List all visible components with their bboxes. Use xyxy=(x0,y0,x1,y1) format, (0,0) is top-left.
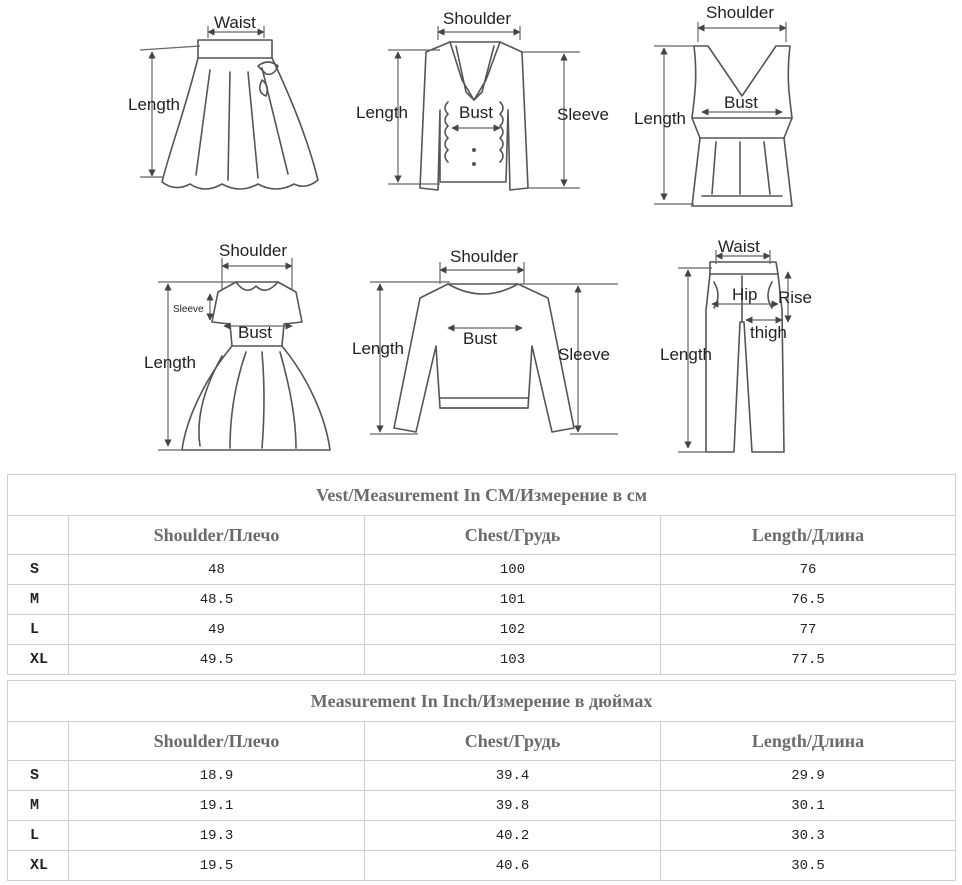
skirt-figure xyxy=(128,13,318,189)
dress-sleeve-label: Sleeve xyxy=(173,304,204,315)
shoulder-cell: 18.9 xyxy=(69,761,365,791)
size-cell: L xyxy=(8,615,69,645)
vest-length-label: Length xyxy=(634,109,686,128)
inch-table-title: Measurement In Inch/Измерение в дюймах xyxy=(8,681,956,722)
vest-bust-label: Bust xyxy=(724,93,759,112)
size-cell: M xyxy=(8,791,69,821)
chest-cell: 103 xyxy=(365,645,661,675)
inch-header-size xyxy=(8,722,69,761)
dress-figure xyxy=(144,241,330,450)
chest-cell: 39.8 xyxy=(365,791,661,821)
cm-header-shoulder: Shoulder/Плечо xyxy=(69,516,365,555)
sweater-shoulder-label: Shoulder xyxy=(450,247,519,266)
skirt-waist-label: Waist xyxy=(214,13,256,32)
size-cell: XL xyxy=(8,645,69,675)
chest-cell: 102 xyxy=(365,615,661,645)
length-cell: 77 xyxy=(661,615,956,645)
jacket-shoulder-label: Shoulder xyxy=(443,9,512,28)
length-cell: 30.5 xyxy=(661,851,956,881)
cm-table-title: Vest/Measurement In CM/Измерение в см xyxy=(8,475,956,516)
length-cell: 76.5 xyxy=(661,585,956,615)
size-cell: XL xyxy=(8,851,69,881)
shoulder-cell: 19.3 xyxy=(69,821,365,851)
length-cell: 30.3 xyxy=(661,821,956,851)
chest-cell: 100 xyxy=(365,555,661,585)
cm-header-chest: Chest/Грудь xyxy=(365,516,661,555)
sweater-sleeve-label: Sleeve xyxy=(558,345,610,364)
chest-cell: 40.6 xyxy=(365,851,661,881)
size-cell: L xyxy=(8,821,69,851)
inch-header-shoulder: Shoulder/Плечо xyxy=(69,722,365,761)
sweater-bust-label: Bust xyxy=(463,329,498,348)
pants-length-label: Length xyxy=(660,345,712,364)
pants-figure xyxy=(660,237,812,452)
chest-cell: 101 xyxy=(365,585,661,615)
vest-figure xyxy=(634,3,792,206)
pants-thigh-label: thigh xyxy=(750,323,787,342)
shoulder-cell: 19.1 xyxy=(69,791,365,821)
size-cell: S xyxy=(8,555,69,585)
shoulder-cell: 49 xyxy=(69,615,365,645)
table-row xyxy=(8,761,956,791)
length-cell: 76 xyxy=(661,555,956,585)
size-cell: M xyxy=(8,585,69,615)
shoulder-cell: 19.5 xyxy=(69,851,365,881)
size-cell: S xyxy=(8,761,69,791)
sweater-figure xyxy=(352,247,618,434)
inch-header-length: Length/Длина xyxy=(661,722,956,761)
shoulder-cell: 49.5 xyxy=(69,645,365,675)
table-row xyxy=(8,615,956,645)
pants-hip-label: Hip xyxy=(732,285,758,304)
table-row xyxy=(8,555,956,585)
jacket-sleeve-label: Sleeve xyxy=(557,105,609,124)
pants-rise-label: Rise xyxy=(778,288,813,307)
vest-shoulder-label: Shoulder xyxy=(706,3,775,22)
cm-header-size xyxy=(8,516,69,555)
length-cell: 29.9 xyxy=(661,761,956,791)
dress-length-label: Length xyxy=(144,353,196,372)
sweater-length-label: Length xyxy=(352,339,404,358)
length-cell: 77.5 xyxy=(661,645,956,675)
table-row xyxy=(8,645,956,675)
size-table-inch xyxy=(7,680,956,881)
table-row xyxy=(8,851,956,881)
chest-cell: 39.4 xyxy=(365,761,661,791)
jacket-length-label: Length xyxy=(356,103,408,122)
shoulder-cell: 48 xyxy=(69,555,365,585)
dress-shoulder-label: Shoulder xyxy=(219,241,288,260)
table-row xyxy=(8,585,956,615)
length-cell: 30.1 xyxy=(661,791,956,821)
chest-cell: 40.2 xyxy=(365,821,661,851)
dress-bust-label: Bust xyxy=(238,323,273,342)
table-row xyxy=(8,821,956,851)
cm-header-length: Length/Длина xyxy=(661,516,956,555)
shoulder-cell: 48.5 xyxy=(69,585,365,615)
pants-waist-label: Waist xyxy=(718,237,760,256)
skirt-length-label: Length xyxy=(128,95,180,114)
inch-header-chest: Chest/Грудь xyxy=(365,722,661,761)
jacket-figure xyxy=(356,9,609,190)
jacket-bust-label: Bust xyxy=(459,103,494,122)
table-row xyxy=(8,791,956,821)
size-table-cm xyxy=(7,474,956,675)
